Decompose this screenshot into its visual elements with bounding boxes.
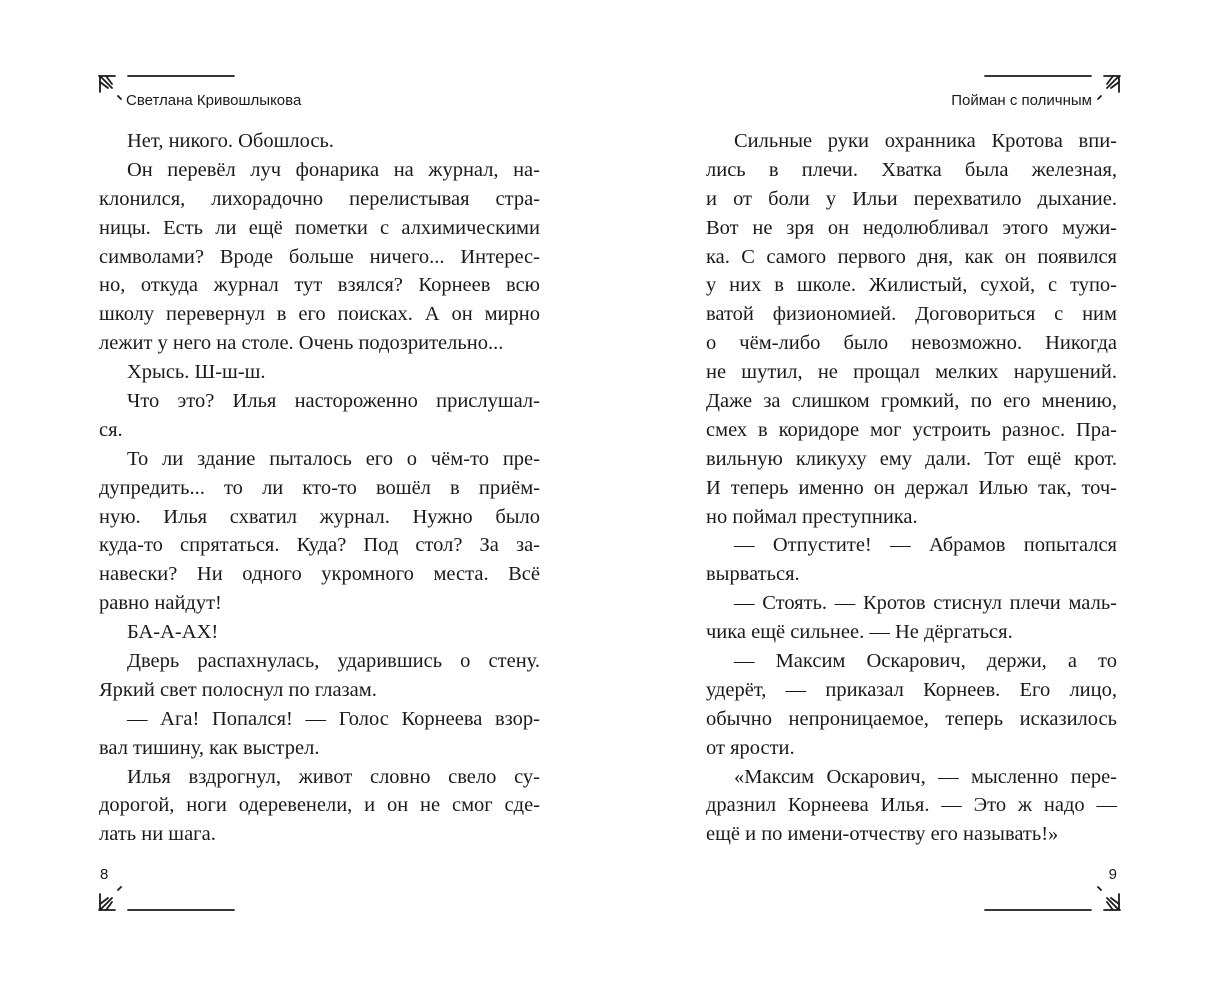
text-line: ницы. Есть ли ещё пометки с алхимическими	[99, 216, 540, 239]
text-line: о чём-либо было невозможно. Никогда	[706, 332, 1117, 355]
text-line: куда-то спрятаться. Куда? Под стол? За за-	[99, 534, 540, 557]
text-line: — Максим Оскарович, держи, а то	[734, 650, 1117, 673]
sunburst-corner-ornament-icon	[96, 884, 236, 914]
text-line: лать ни шага.	[99, 823, 216, 846]
page-number: 8	[100, 866, 109, 883]
text-line: ватой физиономией. Договориться с ним	[706, 303, 1117, 326]
text-line: Вот не зря он недолюбливал этого мужи-	[706, 216, 1117, 239]
text-line: То ли здание пыталось его о чём-то пре-	[127, 447, 540, 470]
text-line: Хрысь. Ш-ш-ш.	[127, 361, 266, 384]
text-line: Илья вздрогнул, живот словно свело су-	[127, 765, 540, 788]
text-line: лежит у него на столе. Очень подозрительно...	[99, 332, 504, 355]
text-line: Сильные руки охранника Кротова впи-	[734, 130, 1117, 152]
text-line: ещё и по имени-отчеству его называть!»	[706, 823, 1059, 846]
text-line: «Максим Оскарович, — мысленно пере-	[734, 765, 1117, 788]
text-line: — Отпустите! — Абрамов попытался	[734, 534, 1117, 557]
text-line: вал тишину, как выстрел.	[99, 736, 320, 759]
text-line: дразнил Корнеева Илья. — Это ж надо —	[706, 794, 1117, 817]
text-line: клонился, лихорадочно перелистывая стра-	[99, 187, 540, 210]
text-line: но, откуда журнал тут взялся? Корнеев всю	[99, 274, 540, 297]
text-line: обычно непроницаемое, теперь исказилось	[706, 707, 1117, 730]
text-line: БА-А-АХ!	[127, 621, 219, 644]
text-line: у них в школе. Жилистый, сухой, с тупо-	[706, 274, 1117, 297]
text-line: — Стоять. — Кротов стиснул плечи маль-	[734, 592, 1117, 615]
page-text	[706, 127, 1117, 849]
text-line: дупредить... то ли кто-то вошёл в приём-	[99, 476, 540, 499]
text-line: Он перевёл луч фонарика на журнал, на-	[127, 158, 540, 181]
text-line: ка. С самого первого дня, как он появился	[706, 245, 1117, 268]
text-line: ся.	[99, 418, 123, 441]
text-line: символами? Вроде больше ничего... Интерес-	[99, 245, 540, 268]
text-line: Нет, никого. Обошлось.	[127, 130, 334, 152]
page-number: 9	[1108, 866, 1117, 883]
text-line: вырваться.	[706, 563, 800, 586]
text-line: школу перевернул в его поисках. А он мирно	[99, 303, 540, 326]
running-head: Пойман с поличным	[951, 92, 1092, 109]
text-line: но поймал преступника.	[706, 505, 918, 528]
text-line: равно найдут!	[99, 592, 222, 615]
text-line: Дверь распахнулась, ударившись о стену.	[127, 650, 540, 673]
text-line: И теперь именно он держал Илью так, точ-	[706, 476, 1117, 499]
text-line: чика ещё сильнее. — Не дёргаться.	[706, 621, 1013, 644]
text-line: смех в коридоре мог устроить разнос. Пра-	[706, 418, 1117, 441]
text-line: от ярости.	[706, 736, 795, 759]
text-line: и от боли у Ильи перехватило дыхание.	[706, 187, 1117, 210]
text-line: не шутил, не прощал мелких нарушений.	[706, 361, 1117, 384]
text-line: удерёт, — приказал Корнеев. Его лицо,	[706, 678, 1117, 701]
text-line: Что это? Илья настороженно прислушал-	[127, 390, 540, 413]
sunburst-corner-ornament-icon	[983, 884, 1123, 914]
text-line: дорогой, ноги одеревенели, и он не смог сде-	[99, 794, 540, 817]
right-page	[607, 0, 1214, 981]
text-line: Даже за слишком громкий, по его мнению,	[706, 390, 1117, 413]
running-head: Светлана Кривошлыкова	[126, 92, 302, 109]
text-line: ную. Илья схватил журнал. Нужно было	[99, 505, 540, 528]
text-line: лись в плечи. Хватка была железная,	[706, 158, 1117, 181]
text-line: навески? Ни одного укромного места. Всё	[99, 563, 540, 586]
text-line: вильную кликуху ему дали. Тот ещё крот.	[706, 447, 1117, 470]
text-line: Яркий свет полоснул по глазам.	[99, 678, 377, 701]
page-text	[99, 127, 540, 849]
text-line: — Ага! Попался! — Голос Корнеева взор-	[127, 707, 540, 730]
